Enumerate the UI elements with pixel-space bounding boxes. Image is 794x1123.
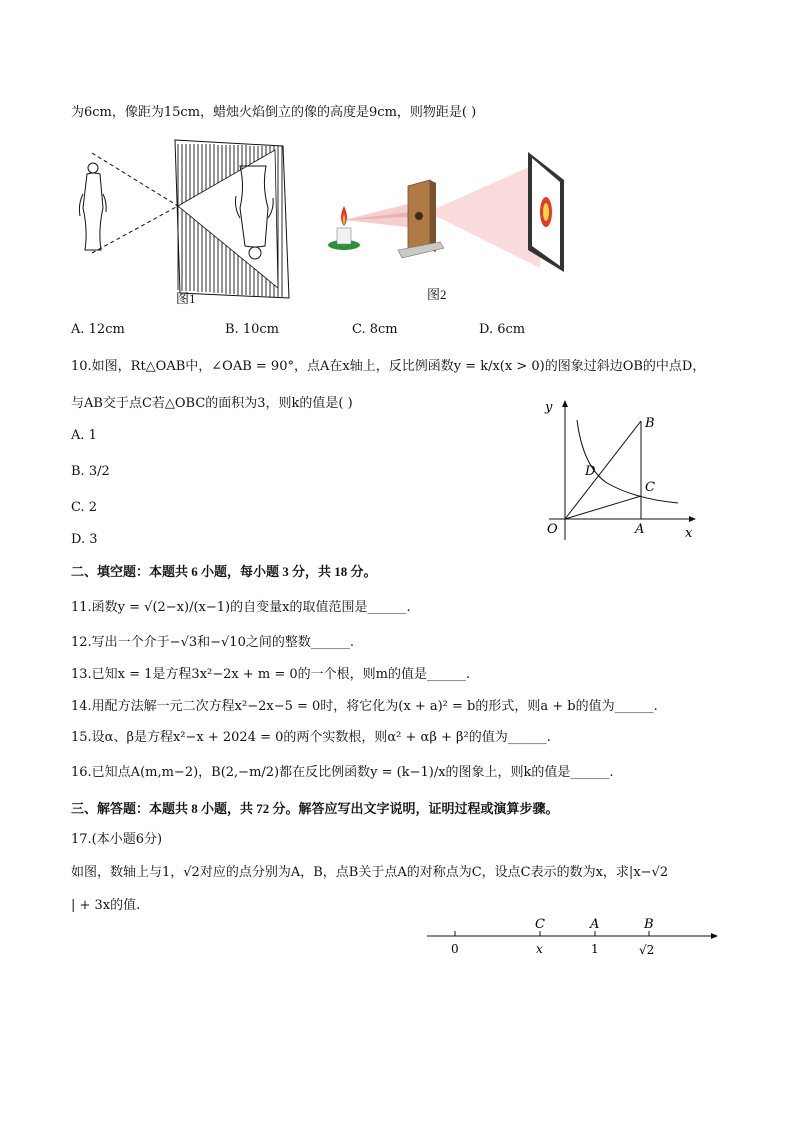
q9-option-a: A. 12cm: [71, 322, 125, 337]
nl-label-1: 1: [591, 942, 599, 956]
q15: 15.设α、β是方程x²−x + 2024 = 0的两个实数根，则α² + αβ + β²的值为______.: [71, 730, 551, 745]
label-c: C: [645, 480, 655, 495]
segment-ob: [565, 421, 641, 519]
q16: 16.已知点A(m,m−2)，B(2,−m/2)都在反比例函数y = (k−1)/x的图象上，则k的值是______.: [71, 765, 614, 780]
q9-stem-line: [71, 104, 476, 122]
q11: 11.函数y = √(2−x)/(x−1)的自变量x的取值范围是______.: [71, 600, 411, 615]
q10-option-a: A. 1: [71, 428, 97, 443]
q17-line-1: 如图，数轴上与1，√2对应的点分别为A，B，点B关于点A的对称点为C，设点C表示的数为x，求|x−√2: [71, 865, 669, 880]
q14: 14.用配方法解一元二次方程x²−2x−5 = 0时，将它化为(x + a)² = b的形式，则a + b的值为______.: [71, 699, 658, 714]
fig1-label: 图1: [176, 291, 196, 306]
label-x: x: [685, 526, 693, 541]
section-2-heading: 二、填空题：本题共 6 小题，每小题 3 分，共 18 分。: [71, 564, 377, 579]
q9-option-d: D. 6cm: [479, 322, 526, 337]
person-icon: [79, 163, 106, 250]
q9-figure-1: [70, 138, 300, 308]
label-b: B: [645, 416, 655, 431]
q17-line-2: | + 3x的值.: [71, 898, 141, 913]
candle-icon: [328, 206, 360, 250]
label-y: y: [545, 400, 553, 415]
nl-label-b: B: [644, 917, 654, 932]
q17-number-line: [425, 912, 725, 962]
segment-oc: [565, 496, 641, 519]
label-d: D: [585, 464, 596, 479]
q17-title: 17.(本小题6分): [71, 832, 163, 847]
hyperbola-curve: [577, 420, 678, 503]
fig2-label: 图2: [427, 287, 447, 302]
q10-figure: [535, 395, 705, 545]
q10-stem-line-2: 与AB交于点C若△OBC的面积为3，则k的值是( ): [71, 396, 353, 411]
nl-label-a: A: [590, 917, 600, 932]
q10-option-c: C. 2: [71, 500, 98, 515]
nl-label-0: 0: [451, 942, 459, 956]
q10-stem-line-1: 10.如图，Rt△OAB中，∠OAB = 90°，点A在x轴上，反比例函数y = k/x(x > 0)的图象过斜边OB的中点D，: [71, 359, 706, 374]
q10-option-b: B. 3/2: [71, 464, 110, 479]
q9-option-c: C. 8cm: [352, 322, 398, 337]
q10-option-d: D. 3: [71, 532, 98, 547]
nl-label-x: x: [536, 942, 543, 956]
q9-option-b: B. 10cm: [225, 322, 279, 337]
section-3-heading: 三、解答题：本题共 8 小题，共 72 分。解答应写出文字说明，证明过程或演算步骤。: [71, 801, 559, 816]
label-a: A: [635, 522, 645, 537]
q12: 12.写出一个介于−√3和−√10之间的整数______.: [71, 635, 354, 650]
q13: 13.已知x = 1是方程3x²−2x + m = 0的一个根，则m的值是______.: [71, 667, 471, 682]
nl-label-sqrt2: √2: [639, 943, 655, 957]
q9-text: 为6cm，像距为15cm，蜡烛火焰倒立的像的高度是9cm，则物距是( ): [71, 105, 477, 120]
q9-figure-2: [318, 150, 573, 280]
nl-label-c: C: [535, 917, 545, 932]
label-o: O: [547, 522, 558, 537]
